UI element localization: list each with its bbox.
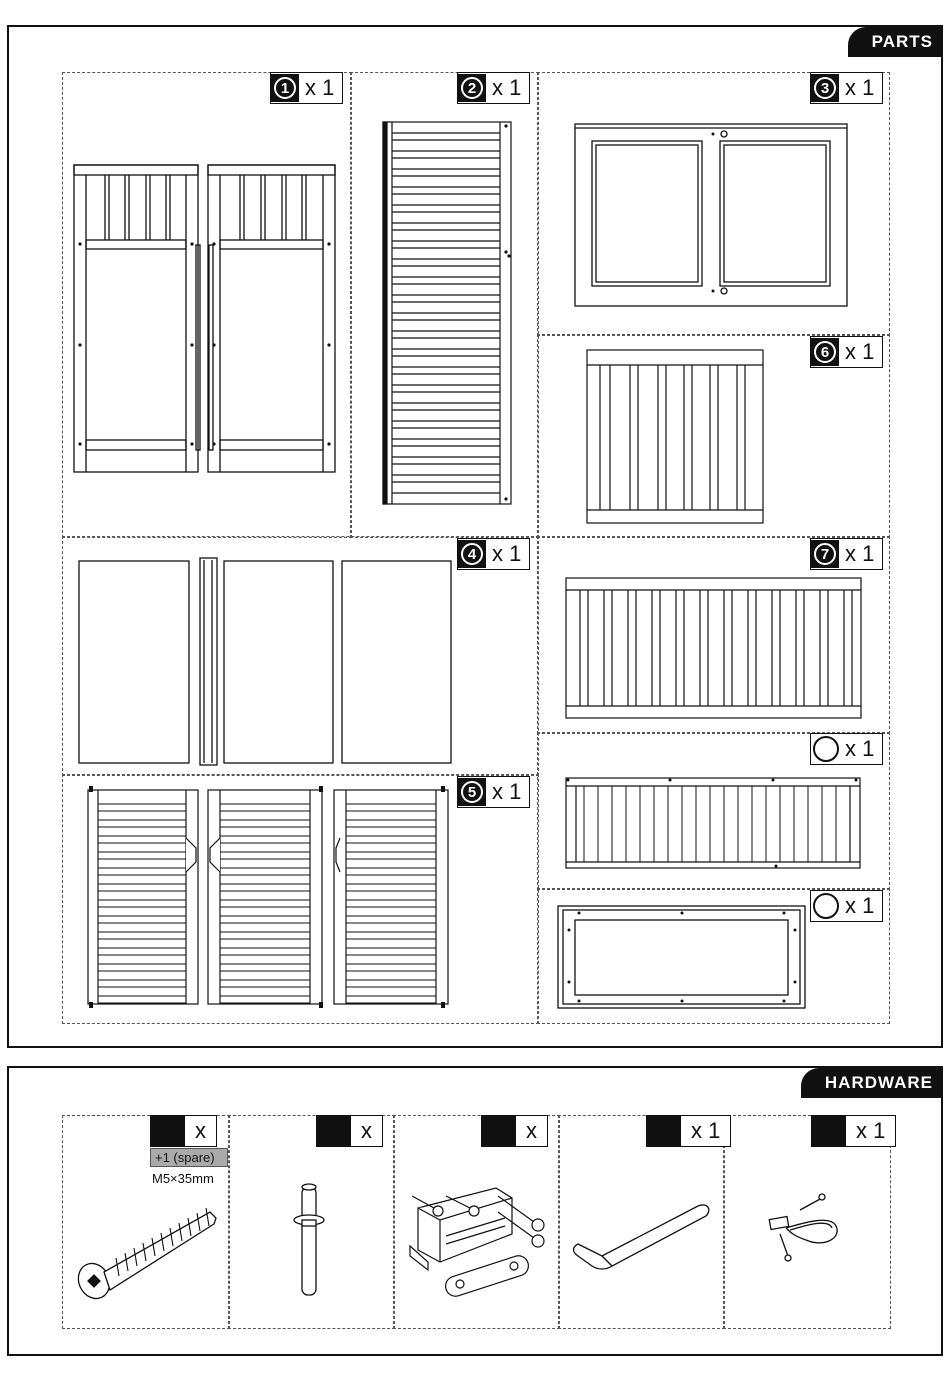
part-number-5: 5 [461, 781, 483, 803]
parts-tab: PARTS [848, 27, 943, 57]
part-number-6: 6 [814, 341, 836, 363]
part-number-4: 4 [461, 543, 483, 565]
part-2-qty-label: 2 x 1 [457, 72, 530, 104]
part-9-qty-label: x 1 [810, 890, 883, 922]
part-number-1: 1 [274, 77, 296, 99]
hardware-1-qty-label: x [150, 1115, 217, 1147]
hardware-1-size-label: M5×35mm [152, 1171, 214, 1186]
hardware-3-qty-label: x [481, 1115, 548, 1147]
part-5-qty-label: 5 x 1 [457, 776, 530, 808]
part-number-7: 7 [814, 543, 836, 565]
hardware-5-qty-label: x 1 [811, 1115, 896, 1147]
part-number-3: 3 [814, 77, 836, 99]
hardware-tab: HARDWARE [801, 1068, 943, 1098]
part-7-qty-label: 7 x 1 [810, 538, 883, 570]
part-8-qty-label: x 1 [810, 733, 883, 765]
hardware-4-qty-label: x 1 [646, 1115, 731, 1147]
part-4-qty-label: 4 x 1 [457, 538, 530, 570]
part-number-2: 2 [461, 77, 483, 99]
hardware-1-spare-label: +1 (spare) [150, 1148, 228, 1167]
hardware-2-qty-label: x [316, 1115, 383, 1147]
part-1-qty-label: 1 x 1 [270, 72, 343, 104]
part-6-qty-label: 6 x 1 [810, 336, 883, 368]
part-3-qty-label: 3 x 1 [810, 72, 883, 104]
